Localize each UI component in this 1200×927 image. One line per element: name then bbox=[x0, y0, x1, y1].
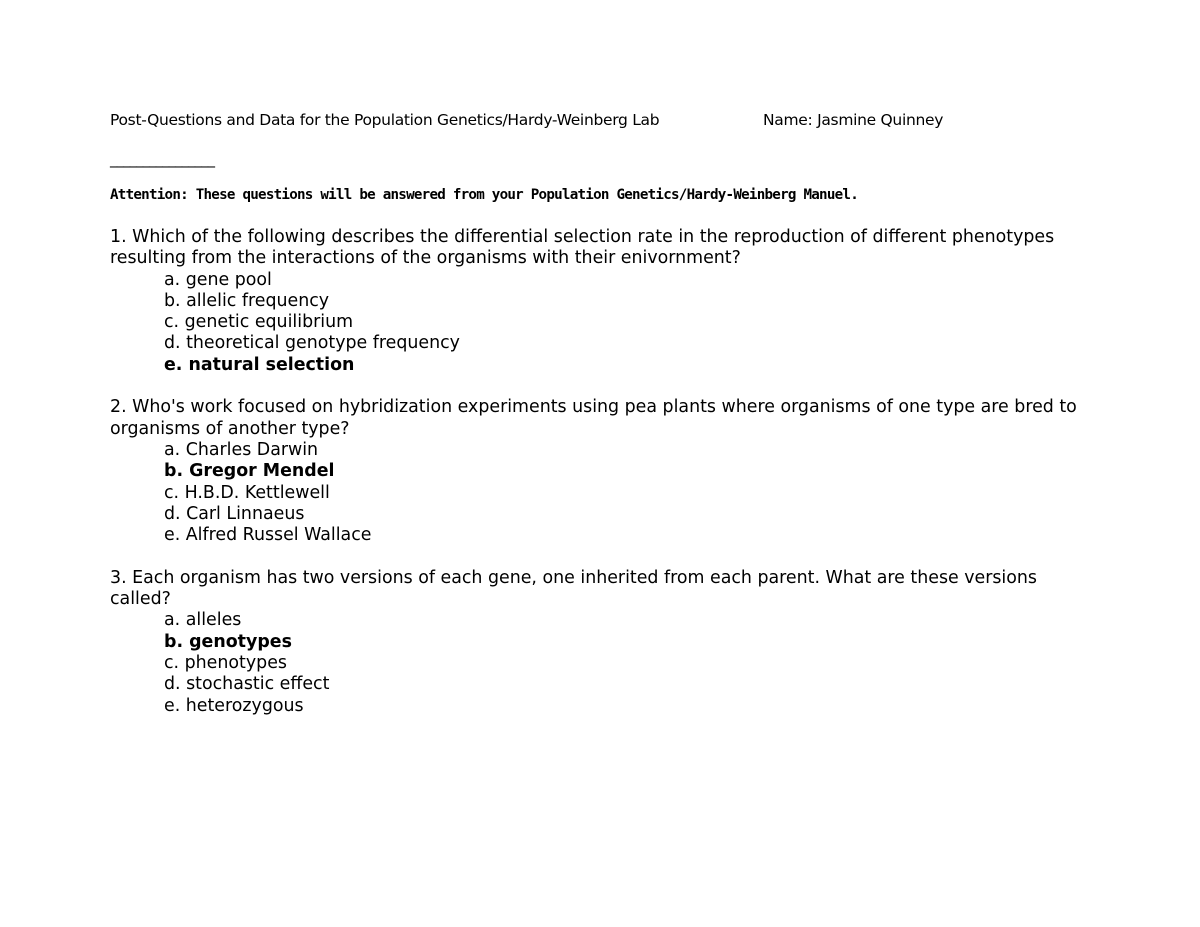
document-title: Post-Questions and Data for the Population Genetics/Hardy-Weinberg Lab bbox=[110, 111, 660, 129]
blank-underline: ________________ bbox=[110, 150, 214, 168]
option-e: e. natural selection bbox=[164, 354, 355, 375]
header bbox=[110, 111, 1110, 133]
question-text: 1. Which of the following describes the differential selection rate in the reproduction of different phenotypes resulting from the interactions of the organisms with their enivornment? bbox=[110, 227, 1055, 269]
option-e: e. Alfred Russel Wallace bbox=[164, 525, 372, 546]
question-list bbox=[110, 227, 1100, 738]
option-b: b. allelic frequency bbox=[164, 290, 330, 311]
question-1 bbox=[110, 227, 1100, 376]
question-3 bbox=[110, 568, 1100, 717]
option-c: c. H.B.D. Kettlewell bbox=[164, 482, 330, 503]
option-a: a. alleles bbox=[164, 610, 242, 631]
student-name: Name: Jasmine Quinney bbox=[763, 111, 944, 129]
option-c: c. phenotypes bbox=[164, 652, 287, 673]
option-d: d. Carl Linnaeus bbox=[164, 503, 305, 524]
option-a: a. Charles Darwin bbox=[164, 439, 319, 460]
attention-note: Attention: These questions will be answered from your Population Genetics/Hardy-Weinberg Manuel. bbox=[110, 187, 858, 203]
answer-options bbox=[110, 440, 1100, 546]
option-e: e. heterozygous bbox=[164, 695, 304, 716]
question-text: 3. Each organism has two versions of each gene, one inherited from each parent. What are these versions called? bbox=[110, 567, 1037, 610]
question-2 bbox=[110, 397, 1100, 546]
question-text: 2. Who's work focused on hybridization experiments using pea plants where organisms of one type are bred to organisms of another type? bbox=[110, 397, 1077, 439]
answer-options bbox=[110, 610, 1100, 716]
option-d: d. stochastic effect bbox=[164, 674, 330, 695]
option-c: c. genetic equilibrium bbox=[164, 312, 354, 333]
option-b: b. genotypes bbox=[164, 631, 292, 652]
option-a: a. gene pool bbox=[164, 269, 272, 290]
option-d: d. theoretical genotype frequency bbox=[164, 333, 460, 354]
option-b: b. Gregor Mendel bbox=[164, 461, 335, 482]
answer-options bbox=[110, 270, 1100, 376]
